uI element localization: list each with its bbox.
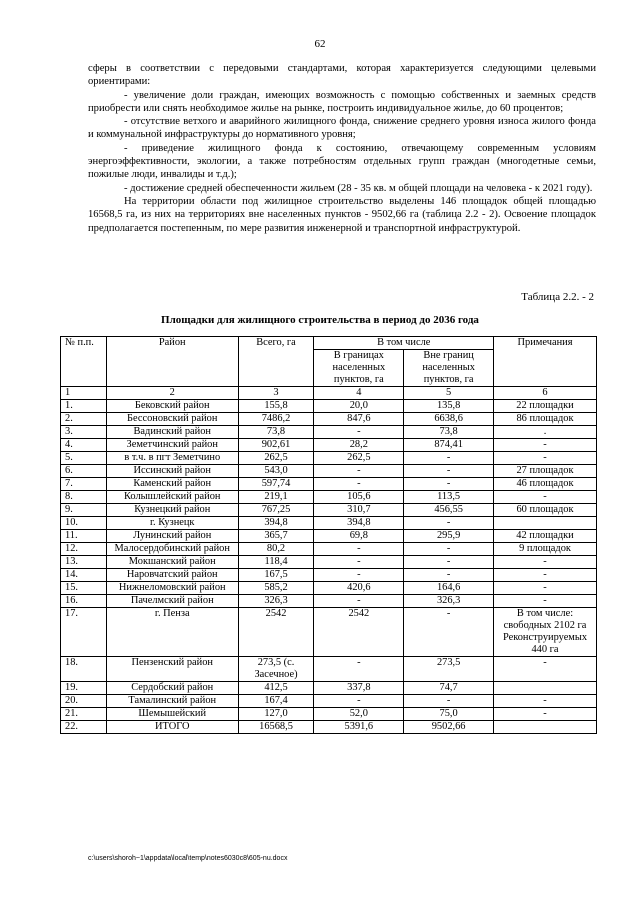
total-cell: 394,8 — [238, 517, 314, 530]
table-row — [61, 478, 597, 491]
paragraph-bullet-4: - достижение средней обеспеченности жильем (28 - 35 кв. м общей площади на человека - к 2021 году). — [124, 182, 593, 194]
table-row — [61, 413, 597, 426]
table-body — [61, 400, 597, 734]
notes-cell: 46 площадок — [494, 478, 597, 491]
row-number: 1. — [61, 400, 107, 413]
row-number: 4. — [61, 439, 107, 452]
outside-cell: 75,0 — [404, 708, 494, 721]
total-cell: 118,4 — [238, 556, 314, 569]
row-number: 21. — [61, 708, 107, 721]
district-cell: Нижнеломовский район — [106, 582, 238, 595]
table-row — [61, 465, 597, 478]
notes-cell — [494, 682, 597, 695]
inside-cell: 5391,6 — [314, 721, 404, 734]
district-cell: Мокшанский район — [106, 556, 238, 569]
col-number: 5 — [404, 387, 494, 400]
header-outside: Вне границ населенных пунктов, га — [404, 350, 494, 387]
outside-cell: - — [404, 543, 494, 556]
table-row — [61, 721, 597, 734]
notes-cell: - — [494, 582, 597, 595]
district-cell: Бековский район — [106, 400, 238, 413]
total-cell: 167,4 — [238, 695, 314, 708]
district-cell: Тамалинский район — [106, 695, 238, 708]
district-cell: Наровчатский район — [106, 569, 238, 582]
row-number: 7. — [61, 478, 107, 491]
total-cell: 902,61 — [238, 439, 314, 452]
total-cell: 16568,5 — [238, 721, 314, 734]
body-text — [88, 62, 596, 235]
paragraph-intro: сферы в соответствии с передовыми стандартами, которая характеризуется следующими целевыми ориентирами: — [88, 63, 596, 88]
inside-cell: 28,2 — [314, 439, 404, 452]
district-cell: г. Кузнецк — [106, 517, 238, 530]
district-cell: Лунинский район — [106, 530, 238, 543]
outside-cell: - — [404, 695, 494, 708]
outside-cell: 456,55 — [404, 504, 494, 517]
notes-cell: - — [494, 439, 597, 452]
total-cell: 412,5 — [238, 682, 314, 695]
table-row — [61, 556, 597, 569]
district-cell: Шемышейский — [106, 708, 238, 721]
inside-cell: 310,7 — [314, 504, 404, 517]
table-row — [61, 708, 597, 721]
district-cell: Колышлейский район — [106, 491, 238, 504]
inside-cell: 2542 — [314, 608, 404, 657]
page-number: 62 — [314, 38, 326, 50]
table-row — [61, 582, 597, 595]
total-cell: 543,0 — [238, 465, 314, 478]
inside-cell: 262,5 — [314, 452, 404, 465]
outside-cell: 9502,66 — [404, 721, 494, 734]
district-cell: Сердобский район — [106, 682, 238, 695]
row-number: 9. — [61, 504, 107, 517]
table-row — [61, 569, 597, 582]
row-number: 14. — [61, 569, 107, 582]
paragraph-bullet-3: - приведение жилищного фонда к состоянию, отвечающему современным условиям энергоэффективности, экологии, а также потребностям отдельных групп граждан (многодетные семьи, пожилые люди, инвалиды и т.д.); — [88, 142, 596, 181]
col-number: 1 — [61, 387, 107, 400]
inside-cell: 20,0 — [314, 400, 404, 413]
table-row — [61, 543, 597, 556]
table-row — [61, 657, 597, 682]
paragraph-territory: На территории области под жилищное строительство выделены 146 площадок общей площадью 16568,5 га, из них на территориях вне населенных пунктов - 9502,66 га (таблица 2.2 - 2). Освоение площадок предполагается постепенным, по мере развития инженерной и транспортной инфраструктурой. — [88, 195, 596, 234]
total-cell: 585,2 — [238, 582, 314, 595]
header-num: № п.п. — [61, 337, 107, 387]
total-cell: 80,2 — [238, 543, 314, 556]
table-row — [61, 595, 597, 608]
notes-cell: - — [494, 595, 597, 608]
inside-cell: - — [314, 569, 404, 582]
table-row — [61, 452, 597, 465]
housing-sites-table — [60, 336, 597, 734]
inside-cell: - — [314, 426, 404, 439]
district-cell: ИТОГО — [106, 721, 238, 734]
district-cell: Пензенский район — [106, 657, 238, 682]
outside-cell: - — [404, 452, 494, 465]
inside-cell: - — [314, 478, 404, 491]
inside-cell: 420,6 — [314, 582, 404, 595]
total-cell: 127,0 — [238, 708, 314, 721]
notes-cell: 22 площадки — [494, 400, 597, 413]
total-cell: 767,25 — [238, 504, 314, 517]
outside-cell: - — [404, 608, 494, 657]
row-number: 17. — [61, 608, 107, 657]
total-cell: 167,5 — [238, 569, 314, 582]
row-number: 12. — [61, 543, 107, 556]
row-number: 10. — [61, 517, 107, 530]
outside-cell: 73,8 — [404, 426, 494, 439]
district-cell: Малосердобинский район — [106, 543, 238, 556]
total-cell: 2542 — [238, 608, 314, 657]
outside-cell: 6638,6 — [404, 413, 494, 426]
total-cell: 73,8 — [238, 426, 314, 439]
inside-cell: - — [314, 657, 404, 682]
notes-cell: - — [494, 556, 597, 569]
outside-cell: 295,9 — [404, 530, 494, 543]
outside-cell: 135,8 — [404, 400, 494, 413]
table-row — [61, 426, 597, 439]
notes-cell — [494, 517, 597, 530]
outside-cell: 874,41 — [404, 439, 494, 452]
table-row — [61, 517, 597, 530]
outside-cell: - — [404, 569, 494, 582]
row-number: 13. — [61, 556, 107, 569]
notes-cell: 86 площадок — [494, 413, 597, 426]
col-number: 2 — [106, 387, 238, 400]
header-inside: В границах населенных пунктов, га — [314, 350, 404, 387]
outside-cell: 326,3 — [404, 595, 494, 608]
paragraph-bullet-1: - увеличение доли граждан, имеющих возможность с помощью собственных и заемных средств приобрести или снять необходимое жилье на рынке, построить индивидуальное жилье, до 60 процентов; — [88, 89, 596, 114]
district-cell: Бессоновский район — [106, 413, 238, 426]
district-cell: Иссинский район — [106, 465, 238, 478]
inside-cell: - — [314, 465, 404, 478]
table-row — [61, 439, 597, 452]
table-reference: Таблица 2.2. - 2 — [521, 291, 594, 303]
total-cell: 219,1 — [238, 491, 314, 504]
row-number: 18. — [61, 657, 107, 682]
table-row — [61, 491, 597, 504]
paragraph-bullet-2: - отсутствие ветхого и аварийного жилищного фонда, снижение среднего уровня износа жилого фонда и коммунальной инфраструктуры до нормативного уровня; — [88, 116, 596, 141]
header-district: Район — [106, 337, 238, 387]
row-number: 8. — [61, 491, 107, 504]
notes-cell: - — [494, 491, 597, 504]
table-row — [61, 530, 597, 543]
table-row — [61, 504, 597, 517]
inside-cell: - — [314, 595, 404, 608]
table-row — [61, 608, 597, 657]
notes-cell: 27 площадок — [494, 465, 597, 478]
outside-cell: 164,6 — [404, 582, 494, 595]
notes-cell: - — [494, 708, 597, 721]
inside-cell: - — [314, 556, 404, 569]
inside-cell: 52,0 — [314, 708, 404, 721]
header-total: Всего, га — [238, 337, 314, 387]
row-number: 19. — [61, 682, 107, 695]
notes-cell: - — [494, 569, 597, 582]
row-number: 22. — [61, 721, 107, 734]
table-row — [61, 682, 597, 695]
notes-cell: - — [494, 695, 597, 708]
notes-cell: 42 площадки — [494, 530, 597, 543]
inside-cell: 337,8 — [314, 682, 404, 695]
row-number: 2. — [61, 413, 107, 426]
total-cell: 597,74 — [238, 478, 314, 491]
col-number: 6 — [494, 387, 597, 400]
district-cell: г. Пенза — [106, 608, 238, 657]
outside-cell: 74,7 — [404, 682, 494, 695]
district-cell: Вадинский район — [106, 426, 238, 439]
total-cell: 365,7 — [238, 530, 314, 543]
col-number: 4 — [314, 387, 404, 400]
row-number: 3. — [61, 426, 107, 439]
outside-cell: 273,5 — [404, 657, 494, 682]
total-cell: 273,5 (с. Засечное) — [238, 657, 314, 682]
total-cell: 262,5 — [238, 452, 314, 465]
row-number: 5. — [61, 452, 107, 465]
total-cell: 7486,2 — [238, 413, 314, 426]
district-cell: в т.ч. в пгт Земетчино — [106, 452, 238, 465]
header-including: В том числе — [314, 337, 494, 350]
outside-cell: - — [404, 465, 494, 478]
table-title: Площадки для жилищного строительства в период до 2036 года — [161, 314, 479, 326]
outside-cell: 113,5 — [404, 491, 494, 504]
notes-cell: - — [494, 452, 597, 465]
district-cell: Земетчинский район — [106, 439, 238, 452]
row-number: 15. — [61, 582, 107, 595]
inside-cell: - — [314, 695, 404, 708]
row-number: 11. — [61, 530, 107, 543]
table-row — [61, 400, 597, 413]
notes-cell: - — [494, 657, 597, 682]
notes-cell: 9 площадок — [494, 543, 597, 556]
notes-cell: . — [494, 426, 597, 439]
inside-cell: 105,6 — [314, 491, 404, 504]
inside-cell: 847,6 — [314, 413, 404, 426]
row-number: 16. — [61, 595, 107, 608]
row-number: 6. — [61, 465, 107, 478]
district-cell: Пачелмский район — [106, 595, 238, 608]
total-cell: 155,8 — [238, 400, 314, 413]
outside-cell: - — [404, 517, 494, 530]
inside-cell: - — [314, 543, 404, 556]
inside-cell: 69,8 — [314, 530, 404, 543]
header-notes: Примечания — [494, 337, 597, 387]
footer-file-path: c:\users\shoroh~1\appdata\local\temp\notes6030c8\605-nu.docx — [88, 855, 288, 862]
outside-cell: - — [404, 478, 494, 491]
district-cell: Кузнецкий район — [106, 504, 238, 517]
notes-cell — [494, 721, 597, 734]
table-row — [61, 695, 597, 708]
district-cell: Каменский район — [106, 478, 238, 491]
row-number: 20. — [61, 695, 107, 708]
inside-cell: 394,8 — [314, 517, 404, 530]
total-cell: 326,3 — [238, 595, 314, 608]
notes-cell: 60 площадок — [494, 504, 597, 517]
outside-cell: - — [404, 556, 494, 569]
col-number: 3 — [238, 387, 314, 400]
notes-cell: В том числе: свободных 2102 га Реконструируемых 440 га — [494, 608, 597, 657]
